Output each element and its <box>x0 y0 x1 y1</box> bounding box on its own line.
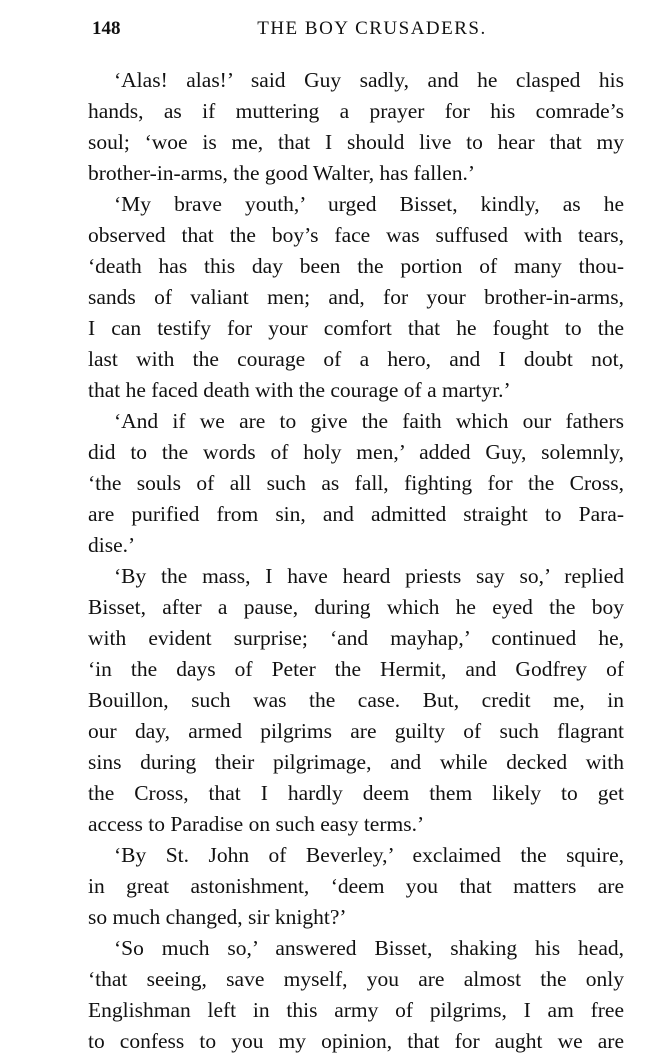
paragraph-2-line-1: ‘My brave youth,’ urged Bisset, kindly, as he <box>114 192 624 216</box>
paragraph-3-line-2: did to the words of holy men,’ added Guy, solemnly, <box>88 440 624 464</box>
paragraph-1-line-1: ‘Alas! alas!’ said Guy sadly, and he clasped his <box>114 68 624 92</box>
paragraph-4-line-6: our day, armed pilgrims are guilty of such flagrant <box>88 719 624 743</box>
paragraph-2-line-4: sands of valiant men; and, for your brother-in-arms, <box>88 285 624 309</box>
running-title: THE BOY CRUSADERS. <box>257 18 487 39</box>
paragraph-2-line-3: ‘death has this day been the portion of many thou- <box>88 254 624 278</box>
paragraph-4-line-8: the Cross, that I hardly deem them likely to get <box>88 781 624 805</box>
paragraph-1-line-3: soul; ‘woe is me, that I should live to hear that my <box>88 130 624 154</box>
paragraph-5-line-1: ‘By St. John of Beverley,’ exclaimed the squire, <box>114 843 624 867</box>
paragraph-1-line-4: brother-in-arms, the good Walter, has fallen.’ <box>88 161 476 185</box>
paragraph-5-line-3: so much changed, sir knight?’ <box>88 905 347 929</box>
paragraph-3-line-1: ‘And if we are to give the faith which our fathers <box>114 409 624 433</box>
paragraph-5-line-2: in great astonishment, ‘deem you that matters are <box>88 874 624 898</box>
paragraph-4-line-1: ‘By the mass, I have heard priests say so,’ replied <box>114 564 624 588</box>
page-number: 148 <box>92 18 121 39</box>
paragraph-2-line-6: last with the courage of a hero, and I doubt not, <box>88 347 624 371</box>
paragraph-4-line-9: access to Paradise on such easy terms.’ <box>88 812 425 836</box>
paragraph-4-line-3: with evident surprise; ‘and mayhap,’ continued he, <box>88 626 624 650</box>
paragraph-2-line-2: observed that the boy’s face was suffused with tears, <box>88 223 624 247</box>
paragraph-3-line-4: are purified from sin, and admitted straight to Para- <box>88 502 624 526</box>
paragraph-4-line-7: sins during their pilgrimage, and while decked with <box>88 750 624 774</box>
body-text <box>88 65 624 1057</box>
paragraph-6-line-1: ‘So much so,’ answered Bisset, shaking his head, <box>114 936 624 960</box>
paragraph-4-line-2: Bisset, after a pause, during which he eyed the boy <box>88 595 624 619</box>
paragraph-3-line-5: dise.’ <box>88 533 136 557</box>
page-header <box>92 18 632 48</box>
paragraph-6-line-2: ‘that seeing, save myself, you are almost the only <box>88 967 624 991</box>
paragraph-2-line-5: I can testify for your comfort that he fought to the <box>88 316 624 340</box>
paragraph-4-line-5: Bouillon, such was the case. But, credit me, in <box>88 688 624 712</box>
paragraph-2-line-7: that he faced death with the courage of a martyr.’ <box>88 378 511 402</box>
paragraph-6-line-4: to confess to you my opinion, that for aught we are <box>88 1029 624 1053</box>
paragraph-1-line-2: hands, as if muttering a prayer for his comrade’s <box>88 99 624 123</box>
paragraph-3-line-3: ‘the souls of all such as fall, fighting for the Cross, <box>88 471 624 495</box>
paragraph-6-line-3: Englishman left in this army of pilgrims, I am free <box>88 998 624 1022</box>
paragraph-4-line-4: ‘in the days of Peter the Hermit, and Godfrey of <box>88 657 624 681</box>
